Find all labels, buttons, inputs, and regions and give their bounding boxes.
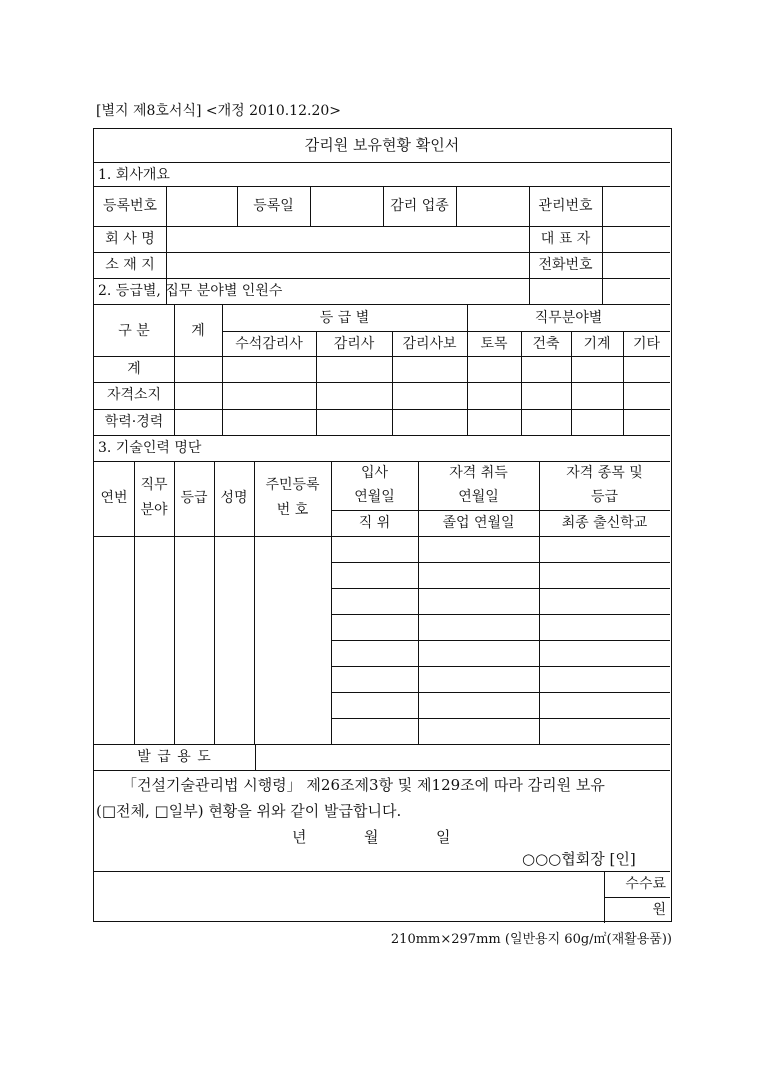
- mgmt-no-field[interactable]: [603, 187, 670, 226]
- label-purpose: 발 급 용 도: [137, 749, 212, 765]
- label-phone: 전화번호: [538, 257, 593, 273]
- biz-type-field[interactable]: [457, 187, 529, 226]
- col-id-line2: 번 호: [276, 502, 309, 518]
- reg-date-field[interactable]: [311, 187, 383, 226]
- paper-spec-footer: 210mm×297mm (일반용지 60g/㎡(재활용품)): [390, 932, 672, 947]
- purpose-field[interactable]: [256, 745, 670, 770]
- statement-line-2: (□전체, □일부) 현황을 위와 같이 발급합니다.: [96, 802, 402, 820]
- grade-assistant: 감리사보: [402, 336, 457, 352]
- col-position: 직 위: [358, 515, 391, 531]
- confirmation-form: [93, 128, 672, 922]
- field-group-header: 직무분야별: [534, 310, 603, 326]
- col-join-line1: 입사: [360, 465, 389, 481]
- label-reg-date: 등록일: [253, 198, 294, 214]
- col-category: 구 분: [118, 323, 150, 339]
- form-title: 감리원 보유현황 확인서: [304, 136, 460, 154]
- col-kind-line1: 자격 종목 및: [566, 465, 643, 481]
- section-2-heading: 2. 등급별, 집무 분야별 인원수: [98, 283, 283, 299]
- col-no: 연번: [100, 490, 128, 506]
- company-field[interactable]: [167, 227, 529, 252]
- col-total: 계: [191, 323, 205, 339]
- col-cert-line2: 연월일: [458, 489, 499, 505]
- col-field-line1: 직무: [140, 477, 168, 493]
- col-cert-line1: 자격 취득: [449, 465, 508, 481]
- label-company: 회 사 명: [105, 231, 155, 247]
- col-graduation: 졸업 연월일: [442, 515, 515, 531]
- col-name: 성명: [220, 490, 248, 506]
- address-field[interactable]: [167, 253, 529, 278]
- date-day: 일: [436, 828, 451, 846]
- field-civil: 토목: [480, 336, 508, 352]
- fee-label: 수수료: [625, 876, 666, 892]
- field-other: 기타: [632, 336, 661, 352]
- grade-group-header: 등 급 별: [319, 310, 370, 326]
- grade-senior: 수석감리사: [235, 336, 303, 352]
- row-education: 학력·경력: [104, 414, 164, 430]
- label-ceo: 대 표 자: [540, 231, 591, 247]
- statement-line-1: 「건설기술관리법 시행령」 제26조제3항 및 제129조에 따라 감리원 보유: [122, 776, 605, 794]
- section-3-heading: 3. 기술인력 명단: [98, 440, 202, 456]
- label-biz-type: 감리 업종: [390, 198, 449, 214]
- reg-no-field[interactable]: [167, 187, 237, 226]
- form-number-header: [별지 제8호서식] <개정 2010.12.20>: [96, 103, 341, 119]
- label-address: 소 재 지: [105, 257, 155, 273]
- col-kind-line2: 등급: [590, 489, 619, 505]
- field-mechanical: 기계: [583, 336, 611, 352]
- label-mgmt-no: 관리번호: [538, 198, 593, 214]
- col-grade: 등급: [180, 490, 208, 506]
- date-year: 년: [292, 828, 307, 846]
- col-school: 최종 출신학교: [561, 515, 648, 531]
- row-certified: 자격소지: [106, 387, 162, 403]
- ceo-field[interactable]: [603, 227, 670, 252]
- date-month: 월: [364, 828, 379, 846]
- label-reg-no: 등록번호: [102, 198, 158, 214]
- row-total: 계: [127, 361, 141, 377]
- col-field-line2: 분야: [140, 502, 168, 518]
- field-architecture: 건축: [532, 336, 560, 352]
- fee-unit: 원: [652, 902, 666, 918]
- signer: ○○○협회장 [인]: [522, 850, 636, 868]
- section-1-heading: 1. 회사개요: [98, 167, 170, 183]
- phone-field[interactable]: [603, 253, 670, 278]
- grade-supervisor: 감리사: [333, 336, 375, 352]
- col-join-line2: 연월일: [354, 489, 395, 505]
- col-id-line1: 주민등록: [265, 477, 320, 493]
